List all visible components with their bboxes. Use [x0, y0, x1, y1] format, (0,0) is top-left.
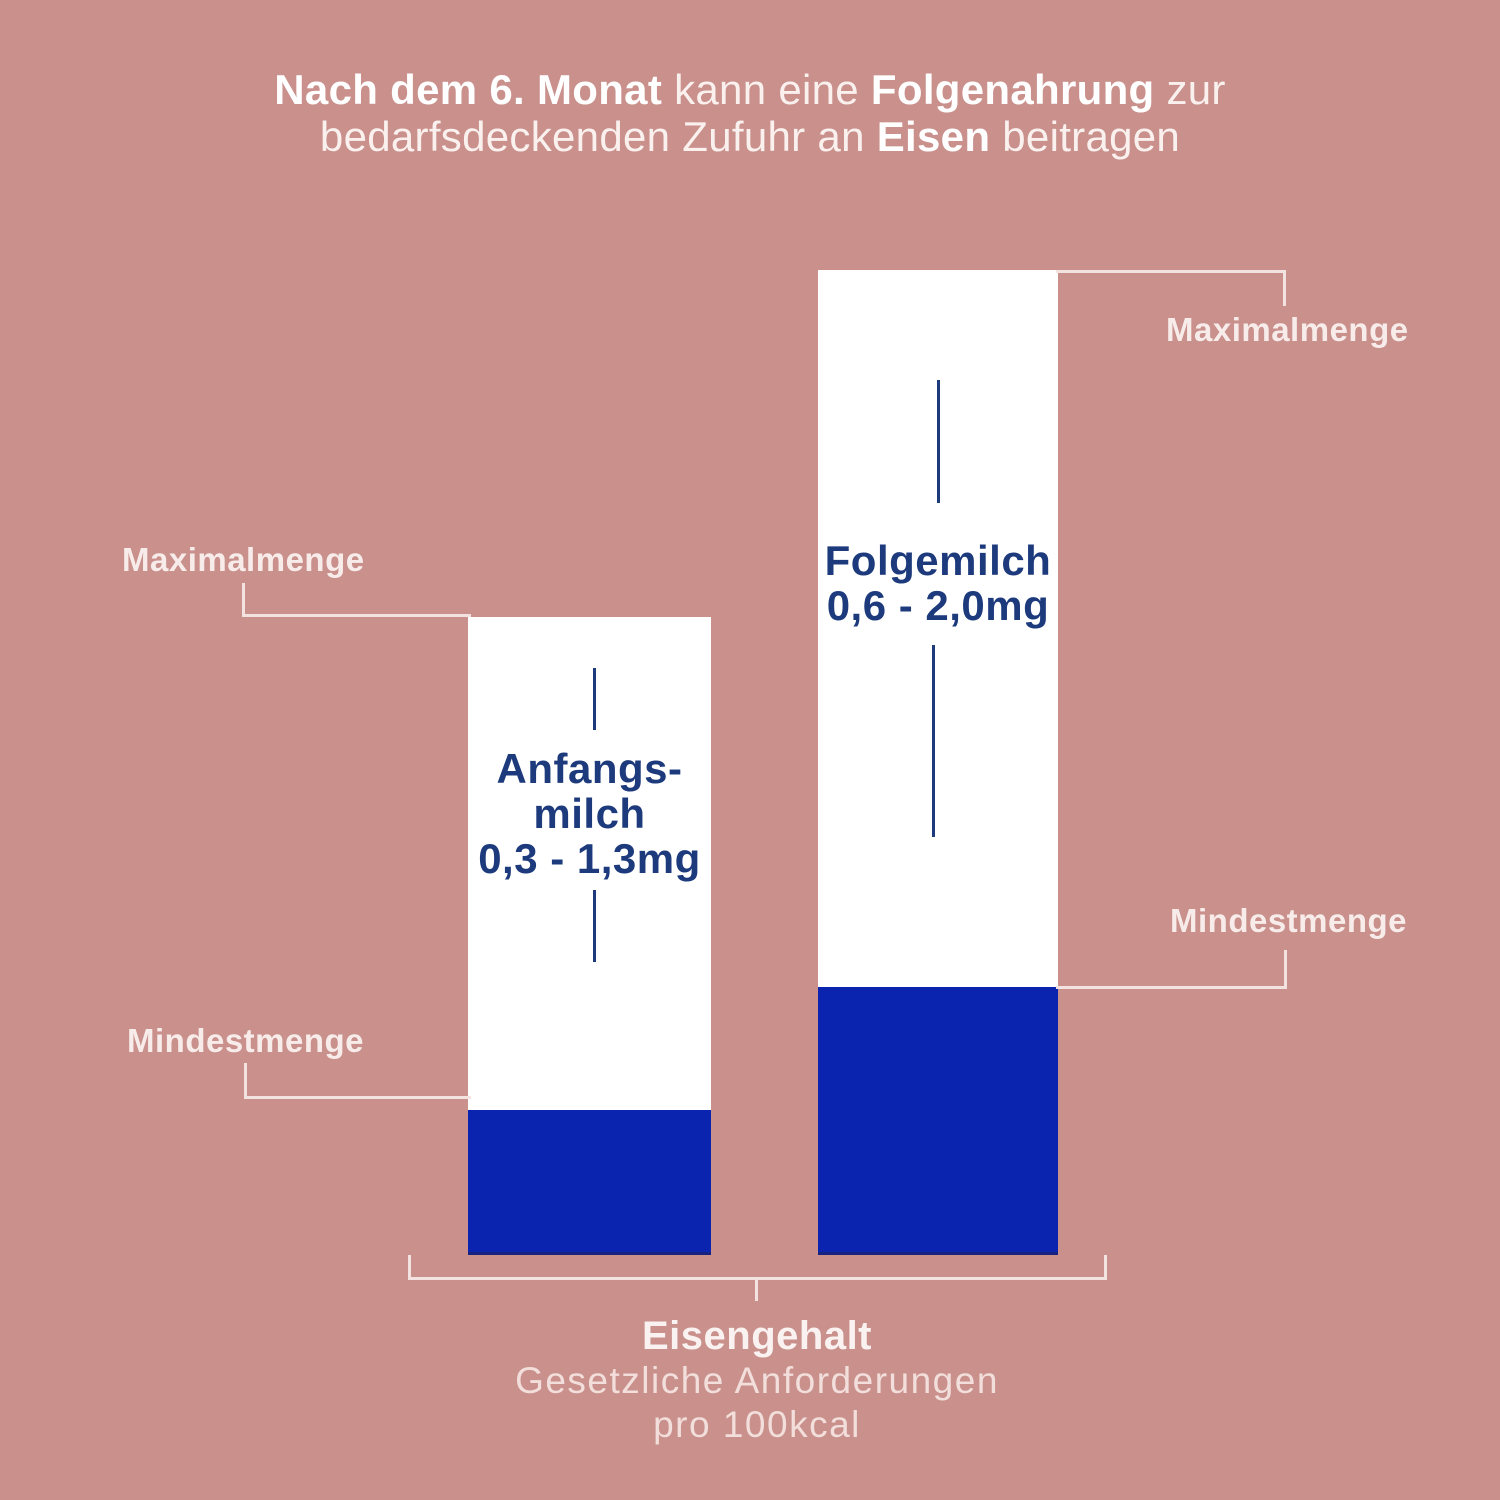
connector-maximalmenge-left — [242, 614, 471, 617]
title-bold-segment: Folgenahrung — [870, 66, 1155, 113]
caption-unit: pro 100kcal — [653, 1404, 861, 1445]
axis-bracket-center-tick — [755, 1277, 758, 1301]
folgemilch-range-line-top — [937, 380, 940, 503]
title-regular-segment: beitragen — [990, 113, 1181, 160]
axis-bracket-left-tick — [408, 1255, 411, 1280]
bar-label-line: milch — [533, 790, 646, 837]
page-title — [0, 66, 1500, 160]
label-maximalmenge-left: Maximalmenge — [122, 541, 365, 578]
axis-bracket-right-tick — [1104, 1255, 1107, 1280]
label-mindestmenge-right: Mindestmenge — [1170, 902, 1408, 939]
bar-folgemilch-mindestmenge-fill — [818, 987, 1058, 1255]
title-bold-segment: Eisen — [876, 113, 991, 160]
anfangsmilch-range-line-bottom — [593, 890, 596, 962]
caption-subtitle: Gesetzliche Anforderungen — [515, 1360, 999, 1401]
bar-label-line: Folgemilch — [824, 537, 1052, 584]
bar-label-value: 0,3 - 1,3mg — [478, 835, 701, 882]
label-mindestmenge-left: Mindestmenge — [127, 1022, 365, 1059]
connector-mindestmenge-right — [1284, 950, 1287, 988]
connector-mindestmenge-left — [244, 1096, 471, 1099]
title-bold-segment: Nach dem 6. Monat — [274, 66, 663, 113]
title-regular-segment: zur — [1154, 66, 1226, 113]
title-line-2 — [0, 113, 1500, 160]
chart-caption — [400, 1313, 1114, 1447]
connector-mindestmenge-left — [244, 1063, 247, 1099]
connector-maximalmenge-left — [242, 583, 245, 617]
connector-maximalmenge-right — [1056, 270, 1286, 273]
bar-anfangsmilch-label — [468, 746, 711, 881]
anfangsmilch-range-line-top — [593, 668, 596, 730]
title-line-1 — [0, 66, 1500, 113]
caption-title: Eisengehalt — [641, 1314, 872, 1358]
title-regular-segment: bedarfsdeckenden Zufuhr an — [319, 113, 877, 160]
bar-anfangsmilch — [468, 617, 711, 1255]
connector-maximalmenge-right — [1283, 270, 1286, 306]
connector-mindestmenge-right — [1056, 986, 1287, 989]
label-maximalmenge-right: Maximalmenge — [1166, 311, 1409, 348]
title-regular-segment: kann eine — [662, 66, 871, 113]
bar-folgemilch-label — [818, 538, 1058, 628]
bar-label-value: 0,6 - 2,0mg — [826, 582, 1050, 629]
bar-anfangsmilch-mindestmenge-fill — [468, 1110, 711, 1255]
folgemilch-range-line-bottom — [932, 645, 935, 837]
bar-label-line: Anfangs- — [496, 745, 683, 792]
